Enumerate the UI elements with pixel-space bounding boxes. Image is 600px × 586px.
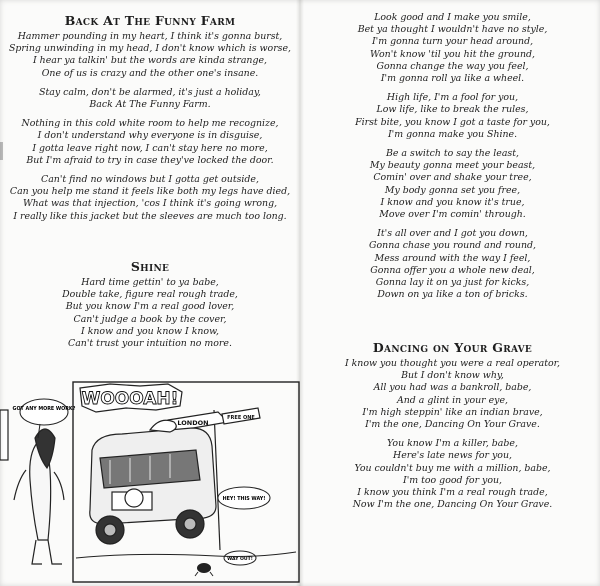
lyric-line: Can't trust your intuition no more. [68,338,232,350]
speech-driver-text: WAY OUT! [227,557,253,562]
song-title: Back At The Funny Farm [64,13,236,28]
driver-speech-bubble [224,551,256,565]
lyric-line: Won't know 'til you hit the ground, [370,48,535,60]
stanza [0,118,300,167]
lyric-line: Comin' over and shake your tree, [373,172,532,184]
lyric-line: Spring unwinding in my head, I don't know which is worse, [8,43,292,55]
stanza [305,148,600,221]
lyric-line: One of us is crazy and the other one's insane. [41,67,259,79]
lyric-line: It's all over and I got you down, [377,228,528,240]
cartoon-illustration [0,380,300,586]
stanza [305,92,600,141]
lyric-line: I know you think I'm a real rough trade, [357,487,548,499]
small-creature-drawing [195,563,213,576]
lyric-line: Gonna lay it on ya just for kicks, [375,277,530,289]
minibus-drawing [90,420,216,544]
lyric-line: I'm gonna roll ya like a wheel. [380,73,525,85]
song-dancing-on-your-grave [305,340,600,518]
lyric-line: Move over I'm comin' through. [379,209,526,221]
lyric-line: But I'm afraid to try in case they've locked the door. [26,154,274,166]
song-back-at-the-funny-farm [0,13,300,230]
left-figure-panel [0,410,64,564]
road-line [76,552,296,558]
lyric-line: Gonna change the way you feel, [376,60,529,72]
speech-van-text: HEY! THIS WAY! [222,497,266,502]
song-title: Dancing on Your Grave [372,340,533,355]
lyric-line: I'm gonna turn your head around, [371,36,534,48]
lyric-line: Gonna chase you round and round, [369,240,536,252]
lyric-line: I'm high steppin' like an indian brave, [362,406,543,418]
sound-effect-text: WOOOAH! [81,389,179,409]
stanza [305,12,600,85]
sound-effect-burst [80,384,182,412]
song-title: Shine [130,259,170,274]
lyric-line: I'm gonna make you Shine. [387,128,518,140]
stanza [305,438,600,511]
lyric-line: I hear ya talkin' but the words are kinda strange, [33,55,267,67]
lyric-line: I really like this jacket but the sleeves are much too long. [13,210,287,222]
lyric-line: You know I'm a killer, babe, [387,438,518,450]
lyric-line: Can you help me stand it feels like both my legs have died, [9,186,291,198]
lyric-line: Be a switch to say the least, [386,148,519,160]
lyric-line: My body gonna set you free, [384,184,521,196]
lyric-line: Now I'm the one, Dancing On Your Grave. [352,499,553,511]
stanza [305,358,600,431]
lyric-line: Double take, figure real rough trade, [62,289,238,301]
lyric-line: But I don't know why, [401,370,504,382]
van-speech-bubble [218,487,270,509]
lyric-line: Can't find no windows but I gotta get outside, [41,174,259,186]
lyric-line: You couldn't buy me with a million, babe, [354,462,551,474]
lyric-line: Down on ya like a ton of bricks. [377,289,528,301]
stanza [305,228,600,301]
lyric-line: I know and you know it's true, [380,196,525,208]
lyric-line: I don't understand why everyone is in disguise, [37,130,263,142]
stanza [0,174,300,223]
lyric-line: I'm the one, Dancing On Your Grave. [365,419,540,431]
lyric-line: I gotta leave right now, I can't stay here no more, [32,142,268,154]
lyric-line: But you know I'm a real good lover, [65,301,235,313]
speech-left-text: GOT ANY MORE WORK? [12,407,76,412]
lyric-line: Can't judge a book by the cover, [73,313,227,325]
lyric-line: Look good and I make you smile, [374,12,531,23]
stanza [0,277,300,350]
lyric-line: First bite, you know I got a taste for you, [355,116,550,128]
lyric-line: My beauty gonna meet your beast, [369,160,536,172]
lyric-line: I'm too good for you, [403,474,502,486]
lyric-line: I know and you know I know, [81,325,219,337]
lyric-line: Back At The Funny Farm. [89,99,211,111]
lyric-line: And a glint in your eye, [397,394,508,406]
lyric-line: Bet ya thought I wouldn't have no style, [357,24,548,36]
lyric-line: Hard time gettin' to ya babe, [81,277,219,288]
stanza [0,87,300,111]
lyric-line: Low life, like to break the rules, [376,104,529,116]
lyric-line: Gonna offer you a whole new deal, [370,264,535,276]
lyric-line: All you had was a bankroll, babe, [373,382,532,394]
lyric-line: High life, I'm a fool for you, [386,92,519,104]
stanza [0,31,300,80]
sign-left-text: LONDON [177,419,209,427]
sign-right-text: FREE ONE [227,415,255,421]
song-shine-continued [305,12,600,308]
lyric-line: Mess around with the way I feel, [374,252,531,264]
song-shine [0,259,300,357]
lyric-line: Nothing in this cold white room to help me recognize, [21,118,279,130]
lyric-line: I know you thought you were a real operator, [344,358,561,369]
lyric-line: What was that injection, 'cos I think it's going wrong, [22,198,278,210]
lyric-line: Stay calm, don't be alarmed, it's just a holiday, [39,86,261,98]
lyric-line: Here's late news for you, [393,450,512,462]
lyric-line: Hammer pounding in my heart, I think it's gonna burst, [17,31,283,42]
